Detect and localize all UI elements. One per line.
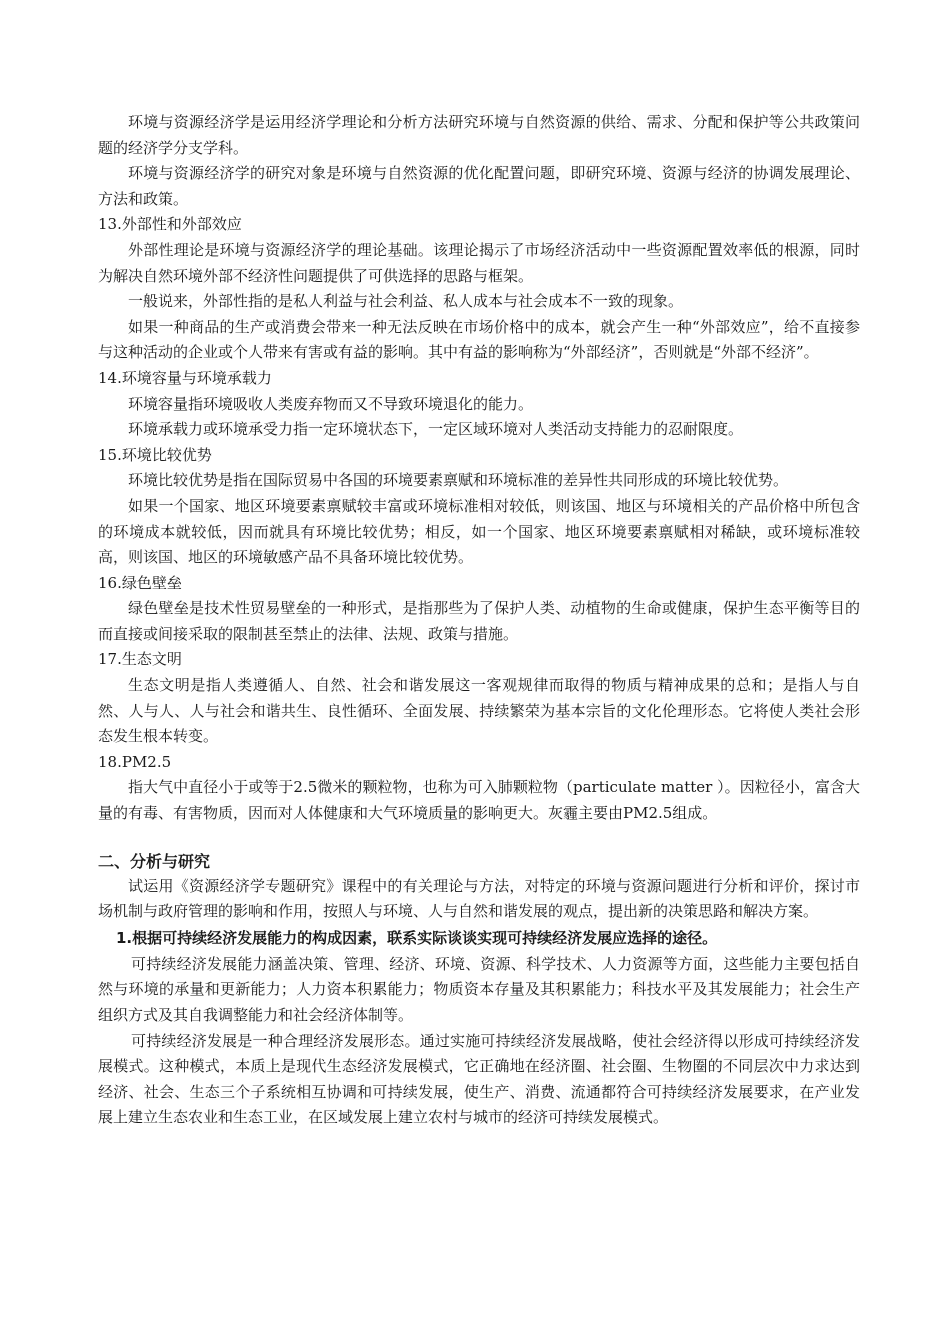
paragraph: 可持续经济发展是一种合理经济发展形态。通过实施可持续经济发展战略，使社会经济得以形成可持续经济发展模式。这种模式，本质上是现代生态经济发展模式，它正确地在经济圈、社会圈、生物圈的不同层次中力求达到经济、社会、生态三个子系统相互协调和可持续发展，使生产、消费、流通都符合可持续经济发展要求，在产业发展上建立生态农业和生态工业，在区域发展上建立农村与城市的经济可持续发展模式。 bbox=[98, 1031, 860, 1127]
paragraph: 环境容量指环境吸收人类废弃物而又不导致环境退化的能力。 bbox=[128, 394, 534, 413]
paragraph: 指大气中直径小于或等于2.5微米的颗粒物，也称为可入肺颗粒物（particulate matter ）。因粒径小，富含大量的有毒、有害物质，因而对人体健康和大气环境质量的影响更大。灰霾主要由PM2.5组成。 bbox=[98, 778, 860, 823]
term-heading-18: 18.PM2.5 bbox=[98, 752, 172, 771]
term-heading-14: 14.环境容量与环境承载力 bbox=[98, 368, 272, 387]
section-heading: 二、分析与研究 bbox=[98, 851, 211, 871]
paragraph: 环境承载力或环境承受力指一定环境状态下，一定区域环境对人类活动支持能力的忍耐限度。 bbox=[128, 420, 744, 439]
paragraph: 环境与资源经济学的研究对象是环境与自然资源的优化配置问题，即研究环境、资源与经济的协调发展理论、方法和政策。 bbox=[98, 164, 860, 208]
term-heading-16: 16.绿色壁垒 bbox=[98, 573, 182, 592]
term-heading-13: 13.外部性和外部效应 bbox=[98, 215, 242, 234]
paragraph: 绿色壁垒是技术性贸易壁垒的一种形式，是指那些为了保护人类、动植物的生命或健康，保护生态平衡等目的而直接或间接采取的限制甚至禁止的法律、法规、政策与措施。 bbox=[98, 599, 860, 643]
paragraph: 环境与资源经济学是运用经济学理论和分析方法研究环境与自然资源的供给、需求、分配和保护等公共政策问题的经济学分支学科。 bbox=[98, 113, 860, 157]
term-heading-15: 15.环境比较优势 bbox=[98, 445, 212, 464]
paragraph: 试运用《资源经济学专题研究》课程中的有关理论与方法，对特定的环境与资源问题进行分析和评价，探讨市场机制与政府管理的影响和作用，按照人与环境、人与自然和谐发展的观点，提出新的决策思路和解决方案。 bbox=[98, 876, 860, 921]
paragraph: 可持续经济发展能力涵盖决策、管理、经济、环境、资源、科学技术、人力资源等方面，这些能力主要包括自然与环境的承量和更新能力；人力资本积累能力；物质资本存量及其积累能力；科技水平及其发展能力；社会生产组织方式及其自我调整能力和社会经济体制等。 bbox=[98, 954, 860, 1024]
document-body bbox=[98, 110, 860, 1131]
paragraph: 环境比较优势是指在国际贸易中各国的环境要素禀赋和环境标准的差异性共同形成的环境比较优势。 bbox=[128, 471, 789, 490]
question-heading: 1.根据可持续经济发展能力的构成因素，联系实际谈谈实现可持续经济发展应选择的途径。 bbox=[116, 928, 718, 947]
paragraph: 如果一个国家、地区环境要素禀赋较丰富或环境标准相对较低，则该国、地区与环境相关的产品价格中所包含的环境成本就较低，因而就具有环境比较优势；相反，如一个国家、地区环境要素禀赋相对稀缺，或环境标准较高，则该国、地区的环境敏感产品不具备环境比较优势。 bbox=[98, 496, 860, 567]
paragraph: 一般说来，外部性指的是私人利益与社会利益、私人成本与社会成本不一致的现象。 bbox=[128, 292, 684, 311]
paragraph: 生态文明是指人类遵循人、自然、社会和谐发展这一客观规律而取得的物质与精神成果的总和；是指人与自然、人与人、人与社会和谐共生、良性循环、全面发展、持续繁荣为基本宗旨的文化伦理形态。它将使人类社会形态发生根本转变。 bbox=[98, 676, 860, 746]
term-heading-17: 17.生态文明 bbox=[98, 650, 182, 669]
paragraph: 如果一种商品的生产或消费会带来一种无法反映在市场价格中的成本，就会产生一种“外部效应”，给不直接参与这种活动的企业或个人带来有害或有益的影响。其中有益的影响称为“外部经济”，否则就是“外部不经济”。 bbox=[98, 317, 860, 362]
paragraph: 外部性理论是环境与资源经济学的理论基础。该理论揭示了市场经济活动中一些资源配置效率低的根源，同时为解决自然环境外部不经济性问题提供了可供选择的思路与框架。 bbox=[98, 240, 860, 285]
